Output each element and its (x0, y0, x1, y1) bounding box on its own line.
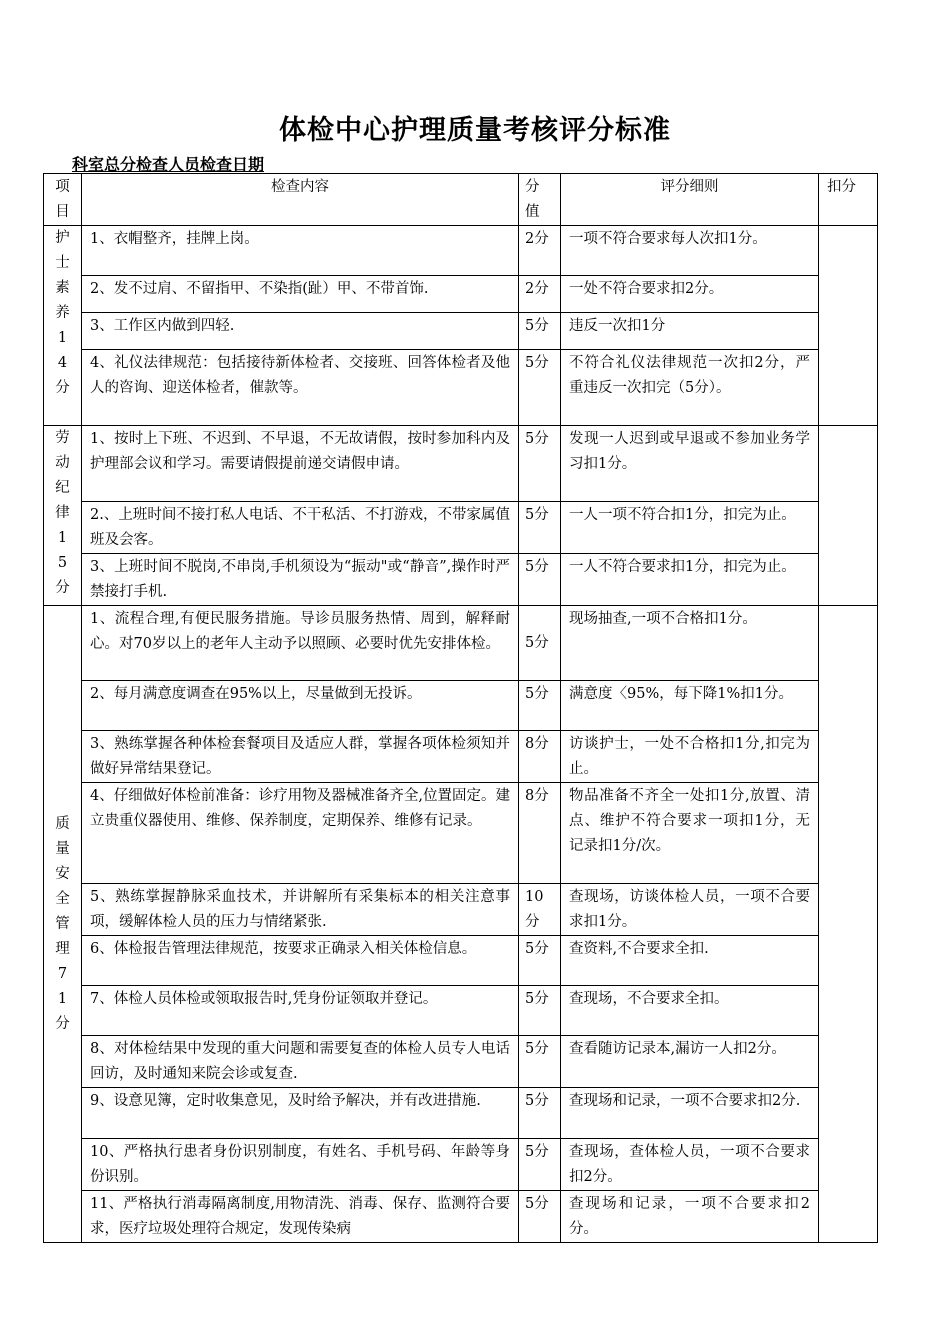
score-cell: 5分 (519, 313, 561, 350)
content-cell: 1、按时上下班、不迟到、不早退，不无故请假，按时参加科内及护理部会议和学习。需要请假提前递交请假申请。 (82, 426, 519, 502)
content-cell: 11、严格执行消毒隔离制度,用物清洗、消毒、保存、监测符合要求，医疗垃圾处理符合规定，发现传染病 (82, 1191, 519, 1243)
score-cell: 8分 (519, 783, 561, 884)
content-cell: 1、流程合理,有便民服务措施。导诊员服务热情、周到，解释耐心。对70岁以上的老年人主动予以照顾、必要时优先安排体检。 (82, 606, 519, 681)
rule-cell: 发现一人迟到或早退或不参加业务学习扣1分。 (561, 426, 819, 502)
rule-cell: 查现场，访谈体检人员，一项不合要求扣1分。 (561, 884, 819, 936)
rule-cell: 一项不符合要求每人次扣1分。 (561, 226, 819, 276)
score-cell: 5分 (519, 554, 561, 606)
table-row (44, 1036, 878, 1088)
score-cell: 5分 (519, 986, 561, 1036)
deduct-cell (819, 226, 878, 426)
rule-cell: 不符合礼仪法律规范一次扣2分，严重违反一次扣完（5分）。 (561, 350, 819, 426)
score-cell: 5分 (519, 936, 561, 986)
score-cell: 5分 (519, 1191, 561, 1243)
score-cell: 5分 (519, 606, 561, 681)
table-row (44, 226, 878, 276)
table-row (44, 986, 878, 1036)
score-cell: 2分 (519, 226, 561, 276)
rule-cell: 一人不符合要求扣1分，扣完为止。 (561, 554, 819, 606)
deduct-cell (819, 606, 878, 1243)
rule-cell: 一人一项不符合扣1分，扣完为止。 (561, 502, 819, 554)
content-cell: 2、每月满意度调查在95%以上，尽量做到无投诉。 (82, 681, 519, 731)
score-cell: 5分 (519, 681, 561, 731)
category-cell: 护士素养14分 (44, 226, 82, 426)
table-row (44, 554, 878, 606)
table-header-row (44, 174, 878, 226)
header-score: 分值 (519, 174, 561, 226)
rule-cell: 现场抽查,一项不合格扣1分。 (561, 606, 819, 681)
category-cell: 劳动纪律15分 (44, 426, 82, 606)
table-row (44, 783, 878, 884)
score-cell: 8分 (519, 731, 561, 783)
table-row (44, 681, 878, 731)
content-cell: 2.、上班时间不接打私人电话、不干私活、不打游戏，不带家属值班及会客。 (82, 502, 519, 554)
page-title: 体检中心护理质量考核评分标准 (279, 115, 671, 146)
table-row (44, 350, 878, 426)
content-cell: 4、仔细做好体检前准备：诊疗用物及器械准备齐全,位置固定。建立贵重仪器使用、维修、保养制度，定期保养、维修有记录。 (82, 783, 519, 884)
score-cell: 5分 (519, 1088, 561, 1139)
score-cell: 5分 (519, 350, 561, 426)
score-cell: 5分 (519, 426, 561, 502)
content-cell: 4、礼仪法律规范：包括接待新体检者、交接班、回答体检者及他人的咨询、迎送体检者，催款等。 (82, 350, 519, 426)
table-row (44, 502, 878, 554)
rule-cell: 访谈护士，一处不合格扣1分,扣完为止。 (561, 731, 819, 783)
table-row (44, 1191, 878, 1243)
content-cell: 10、严格执行患者身份识别制度，有姓名、手机号码、年龄等身份识别。 (82, 1139, 519, 1191)
content-cell: 6、体检报告管理法律规范，按要求正确录入相关体检信息。 (82, 936, 519, 986)
table-row (44, 606, 878, 681)
score-cell: 5分 (519, 1036, 561, 1088)
table-row (44, 426, 878, 502)
header-content: 检查内容 (82, 174, 519, 226)
content-cell: 2、发不过肩、不留指甲、不染指(趾）甲、不带首饰. (82, 276, 519, 313)
table-row (44, 313, 878, 350)
rule-cell: 查现场和记录，一项不合要求扣2分。 (561, 1191, 819, 1243)
rule-cell: 一处不符合要求扣2分。 (561, 276, 819, 313)
table-row (44, 936, 878, 986)
header-item: 项目 (44, 174, 82, 226)
rule-cell: 违反一次扣1分 (561, 313, 819, 350)
content-cell: 7、体检人员体检或领取报告时,凭身份证领取并登记。 (82, 986, 519, 1036)
content-cell: 3、工作区内做到四轻. (82, 313, 519, 350)
content-cell: 3、熟练掌握各种体检套餐项目及适应人群，掌握各项体检须知并做好异常结果登记。 (82, 731, 519, 783)
table-row (44, 1088, 878, 1139)
rule-cell: 满意度〈95%，每下降1%扣1分。 (561, 681, 819, 731)
table-row (44, 731, 878, 783)
assessment-table (43, 173, 878, 1243)
rule-cell: 查看随访记录本,漏访一人扣2分。 (561, 1036, 819, 1088)
content-cell: 3、上班时间不脱岗,不串岗,手机须设为“振动"或“静音”,操作时严禁接打手机. (82, 554, 519, 606)
content-cell: 9、设意见簿，定时收集意见，及时给予解决，并有改进措施. (82, 1088, 519, 1139)
score-cell: 5分 (519, 1139, 561, 1191)
header-rule: 评分细则 (561, 174, 819, 226)
rule-cell: 查现场，不合要求全扣。 (561, 986, 819, 1036)
score-cell: 5分 (519, 502, 561, 554)
header-deduct: 扣分 (819, 174, 878, 226)
rule-cell: 查现场，查体检人员，一项不合要求扣2分。 (561, 1139, 819, 1191)
document-subtitle: 科室总分检查人员检查日期 (72, 155, 265, 174)
category-cell: 质量安全管理71分 (44, 606, 82, 1243)
table-row (44, 884, 878, 936)
content-cell: 8、对体检结果中发现的重大问题和需要复查的体检人员专人电话回访，及时通知来院会诊或复查. (82, 1036, 519, 1088)
rule-cell: 查现场和记录，一项不合要求扣2分. (561, 1088, 819, 1139)
table-row (44, 276, 878, 313)
content-cell: 5、熟练掌握静脉采血技术，并讲解所有采集标本的相关注意事项，缓解体检人员的压力与情绪紧张. (82, 884, 519, 936)
deduct-cell (819, 426, 878, 606)
table-row (44, 1139, 878, 1191)
score-cell: 2分 (519, 276, 561, 313)
score-cell: 10分 (519, 884, 561, 936)
content-cell: 1、衣帽整齐，挂牌上岗。 (82, 226, 519, 276)
rule-cell: 物品准备不齐全一处扣1分,放置、清点、维护不符合要求一项扣1分，无记录扣1分/次。 (561, 783, 819, 884)
rule-cell: 查资料,不合要求全扣. (561, 936, 819, 986)
